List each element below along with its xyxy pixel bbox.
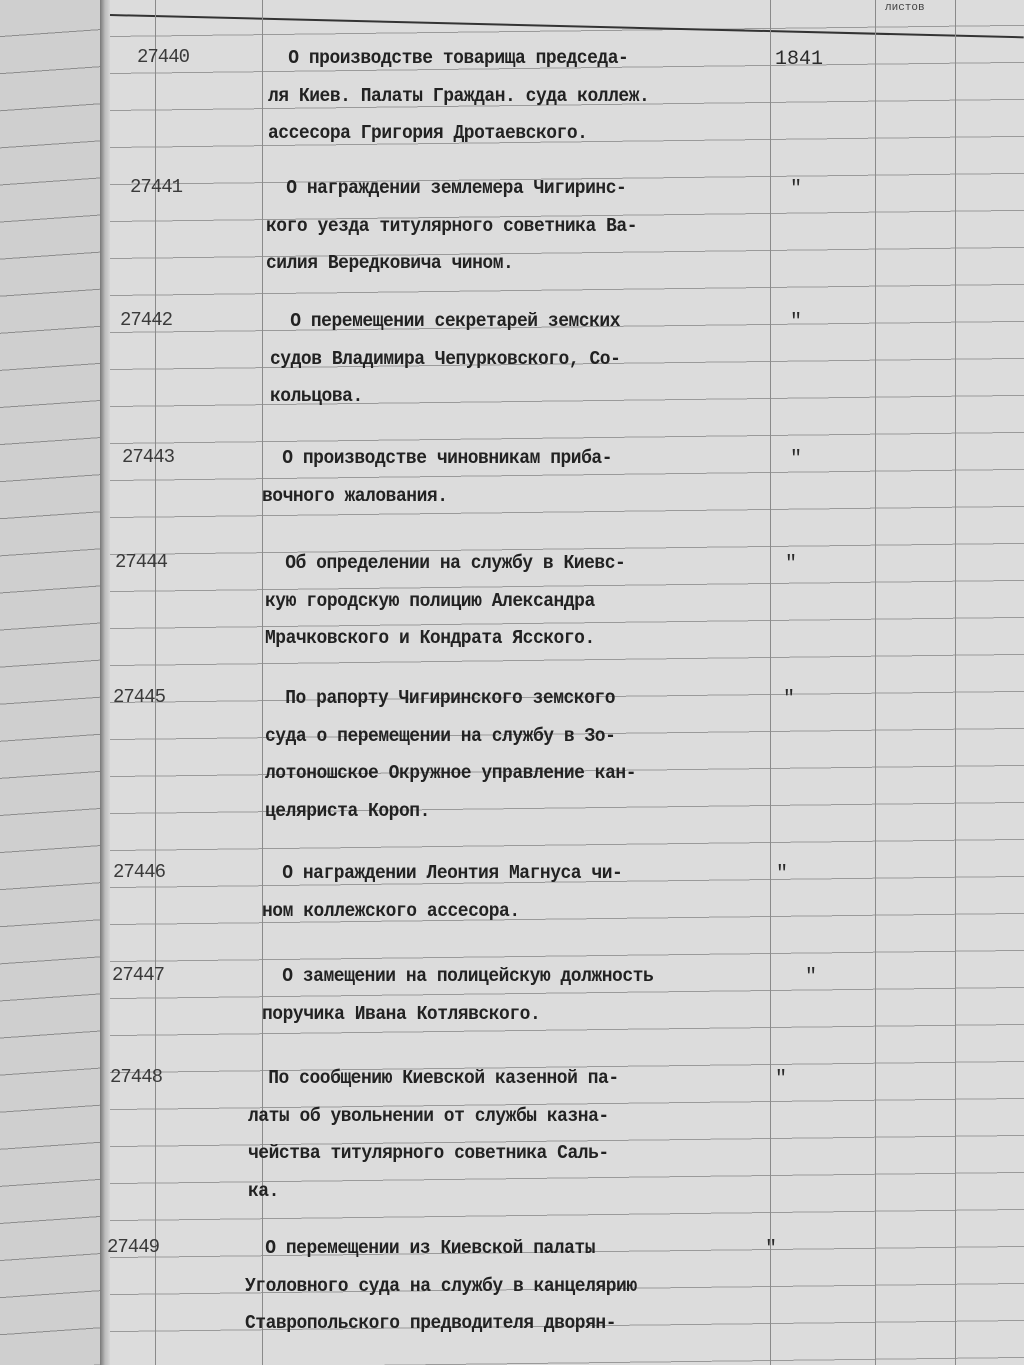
entry-description (265, 545, 625, 658)
entry-year: ″ (775, 1068, 788, 1091)
entry-number: 27446 (113, 861, 166, 883)
entry-number: 27441 (130, 176, 183, 198)
entry-line: вочного жалования. (262, 484, 448, 507)
entry-line: поручика Ивана Котлявского. (262, 1002, 541, 1025)
column-divider (770, 0, 771, 1365)
entry-line: лотоношское Окружное управление кан- (265, 762, 637, 784)
entry-line: Уголовного суда на службу в канцелярию (245, 1274, 637, 1297)
entry-year: ″ (790, 178, 803, 201)
entry-line: ка. (248, 1179, 279, 1202)
entry-description (265, 680, 636, 830)
entry-line: Об определении на службу в Киевс- (285, 552, 626, 574)
entry-line: кого уезда титулярного советника Ва- (266, 214, 638, 237)
entry-description (266, 170, 637, 283)
entry-line: О перемещении секретарей земских (290, 310, 621, 332)
entry-line: О производстве чиновникам приба- (282, 447, 613, 469)
entry-number: 27440 (137, 46, 190, 68)
entry-line: чейства титулярного советника Саль- (248, 1142, 609, 1164)
entry-number: 27444 (115, 551, 168, 573)
entry-line: О перемещении из Киевской палаты (265, 1237, 596, 1259)
entry-line: кую городскую полицию Александра (265, 589, 595, 612)
entry-description (270, 303, 620, 416)
entry-year: ″ (776, 863, 789, 886)
entry-line: Ставропольского предводителя дворян- (245, 1312, 617, 1334)
entry-description (268, 40, 649, 153)
column-divider (955, 0, 956, 1365)
entry-line: О награждении Леонтия Магнуса чи- (282, 862, 623, 884)
entry-number: 27443 (122, 446, 175, 468)
entry-number: 27447 (112, 964, 165, 986)
previous-page-edge (0, 0, 105, 1365)
entry-line: суда о перемещении на службу в Зо- (265, 724, 616, 747)
entry-year: ″ (805, 966, 818, 989)
entry-number: 27449 (107, 1236, 160, 1258)
column-header-sheets: листов (885, 2, 925, 14)
entry-line: О замещении на полицейскую должность (282, 965, 654, 987)
column-divider (875, 0, 876, 1365)
entry-line: судов Владимира Чепурковского, Со- (270, 347, 621, 370)
entry-description (248, 1060, 619, 1210)
entry-line: целяриста Короп. (265, 799, 430, 822)
entry-line: силия Вередковича чином. (266, 252, 514, 274)
entry-line: ассесора Григория Дротаевского. (268, 122, 588, 144)
entry-description (262, 440, 612, 515)
entry-year: ″ (790, 311, 803, 334)
entry-year: ″ (783, 688, 796, 711)
page-binding (100, 0, 110, 1365)
column-divider (155, 0, 156, 1365)
entry-description (262, 855, 622, 930)
entry-line: По рапорту Чигиринского земского (285, 687, 616, 709)
entry-line: ля Киев. Палаты Граждан. суда коллеж. (268, 84, 650, 107)
entry-description (262, 958, 653, 1033)
entry-line: латы об увольнении от службы казна- (248, 1104, 609, 1127)
entry-line: О награждении землемера Чигиринс- (286, 177, 627, 199)
entry-line: кольцова. (270, 385, 363, 407)
entry-number: 27448 (110, 1066, 163, 1088)
entry-year: 1841 (775, 48, 824, 71)
entry-year: ″ (765, 1238, 778, 1261)
entry-line: О производстве товарища председа- (288, 47, 629, 69)
entry-description (245, 1230, 637, 1343)
entry-line: По сообщению Киевской казенной па- (268, 1067, 619, 1089)
entry-number: 27445 (113, 686, 166, 708)
entry-year: ″ (790, 448, 803, 471)
entry-line: ном коллежского ассесора. (262, 899, 520, 922)
entry-line: Мрачковского и Кондрата Ясского. (265, 627, 595, 649)
entry-year: ″ (785, 553, 798, 576)
entry-number: 27442 (120, 309, 173, 331)
